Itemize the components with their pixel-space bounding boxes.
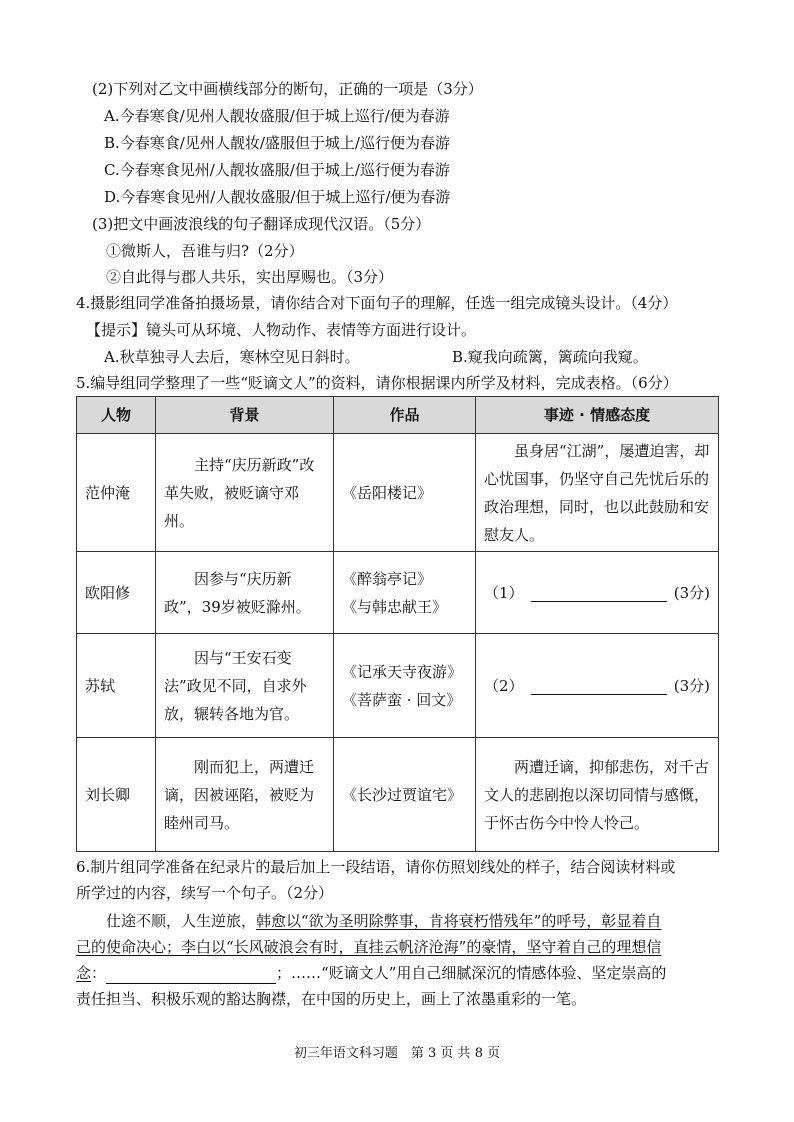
passage-text: ；……“贬谪文人”用自己细腻深沉的情感体验、坚定崇高的 [276, 964, 667, 982]
background-cell: 因与“王安石变法”政见不同，自求外放，辗转各地为官。 [156, 634, 334, 738]
work-title: 《与韩忠献王》 [342, 597, 448, 616]
work-title: 《长沙过贾谊宅》 [342, 785, 463, 804]
q5-stem: 5.编导组同学整理了一些“贬谪文人”的资料，请你根据课内所学及材料，完成表格。（6分） [76, 374, 678, 392]
q3-option-b: B.今春寒食/见州人靓妆/盛服但于城上/巡行便为春游 [104, 134, 450, 152]
q3-option-a: A.今春寒食/见州人靓妆盛服/但于城上巡行/便为春游 [104, 107, 450, 125]
q3-part2-stem: (2)下列对乙文中画横线部分的断句，正确的一项是（3分） [92, 80, 483, 98]
q3-part3-item-2: ②自此得与郡人共乐，实出厚赐也。（3分） [106, 268, 394, 286]
person-name: 范仲淹 [77, 434, 156, 552]
q4-hint: 【提示】镜头可从环境、人物动作、表情等方面进行设计。 [86, 321, 477, 339]
person-name: 刘长卿 [77, 738, 156, 852]
page-footer: 初三年语文科习题 第 3 页 共 8 页 [293, 1046, 501, 1061]
q6-passage-line2 [76, 936, 661, 958]
works-cell [334, 738, 476, 852]
underlined-model-text: 韩愈以“欲为圣明除弊事，肯将衰朽惜残年”的呼号，彰显着自 [256, 912, 662, 930]
exile-writers-table [76, 396, 719, 852]
work-title: 《醉翁亭记》 [342, 569, 433, 588]
q6-stem-line2: 所学过的内容，续写一个句子。（2分） [76, 884, 334, 902]
background-cell: 刚而犯上，两遭迁谪，因被诬陷，被贬为睦州司马。 [156, 738, 334, 852]
blank-number: （1） [484, 583, 524, 602]
works-cell [334, 634, 476, 738]
table-header-row [77, 397, 719, 434]
answer-cell-1 [476, 552, 719, 634]
story-cell: 虽身居“江湖”，屡遭迫害，却心忧国事，仍坚守自己先忧后乐的政治理想，同时，也以此鼓励和安慰友人。 [476, 434, 719, 552]
work-title: 《菩萨蛮 · 回文》 [342, 690, 462, 709]
underlined-model-text: 念 [76, 964, 92, 982]
answer-blank-2[interactable] [531, 676, 667, 695]
header-background: 背景 [156, 397, 334, 434]
q6-passage-line1 [106, 910, 661, 932]
table-row [77, 634, 719, 738]
q6-answer-blank[interactable] [106, 965, 276, 984]
work-title: 《岳阳楼记》 [342, 483, 433, 502]
blank-number: （2） [484, 676, 524, 695]
table-row [77, 738, 719, 852]
blank-score: (3分) [673, 676, 710, 695]
background-cell: 主持“庆历新政”改革失败，被贬谪守邓州。 [156, 434, 334, 552]
answer-blank-1[interactable] [531, 583, 667, 602]
person-name: 欧阳修 [77, 552, 156, 634]
q6-passage-line3: 念： ；……“贬谪文人”用自己细腻深沉的情感体验、坚定崇高的 [76, 964, 667, 982]
q3-option-c: C.今春寒食见州/人靓妆盛服/但于城上/巡行便为春游 [104, 161, 450, 179]
table-row [77, 434, 719, 552]
header-works: 作品 [334, 397, 476, 434]
q6-stem-line1: 6.制片组同学准备在纪录片的最后加上一段结语，请你仿照划线处的样子，结合阅读材料或 [76, 858, 676, 876]
underlined-model-text: 己的使命决心；李白以“长风破浪会有时，直挂云帆济沧海”的豪情，坚守着自己的理想信 [76, 938, 662, 956]
table-row [77, 552, 719, 634]
blank-score: (3分) [673, 583, 710, 602]
q3-part3-stem: (3)把文中画波浪线的句子翻译成现代汉语。（5分） [92, 215, 431, 233]
answer-cell-2 [476, 634, 719, 738]
header-story: 事迹 · 情感态度 [476, 397, 719, 434]
q3-option-d: D.今春寒食见州/人靓妆盛服/但于城上巡行/便为春游 [104, 188, 451, 206]
work-title: 《记承天寺夜游》 [342, 662, 463, 681]
passage-text: 仕途不顺，人生逆旅， [106, 912, 257, 930]
background-cell: 因参与“庆历新政”，39岁被贬滁州。 [156, 552, 334, 634]
q4-stem: 4.摄影组同学准备拍摄场景，请你结合对下面句子的理解，任选一组完成镜头设计。（4分） [76, 294, 678, 312]
q4-option-b: B.窥我向疏篱，篱疏向我窥。 [452, 348, 648, 366]
person-name: 苏轼 [77, 634, 156, 738]
q6-passage-line4: 责任担当、积极乐观的豁达胸襟，在中国的历史上，画上了浓墨重彩的一笔。 [76, 990, 587, 1008]
story-cell: 两遭迁谪，抑郁悲伤，对千古文人的悲剧抱以深切同情与感慨，于怀古伤今中怜人怜己。 [476, 738, 719, 852]
header-person: 人物 [77, 397, 156, 434]
q4-option-a: A.秋草独寻人去后，寒林空见日斜时。 [104, 348, 360, 366]
works-cell [334, 552, 476, 634]
works-cell [334, 434, 476, 552]
q3-part3-item-1: ①微斯人，吾谁与归?（2分） [106, 242, 304, 260]
